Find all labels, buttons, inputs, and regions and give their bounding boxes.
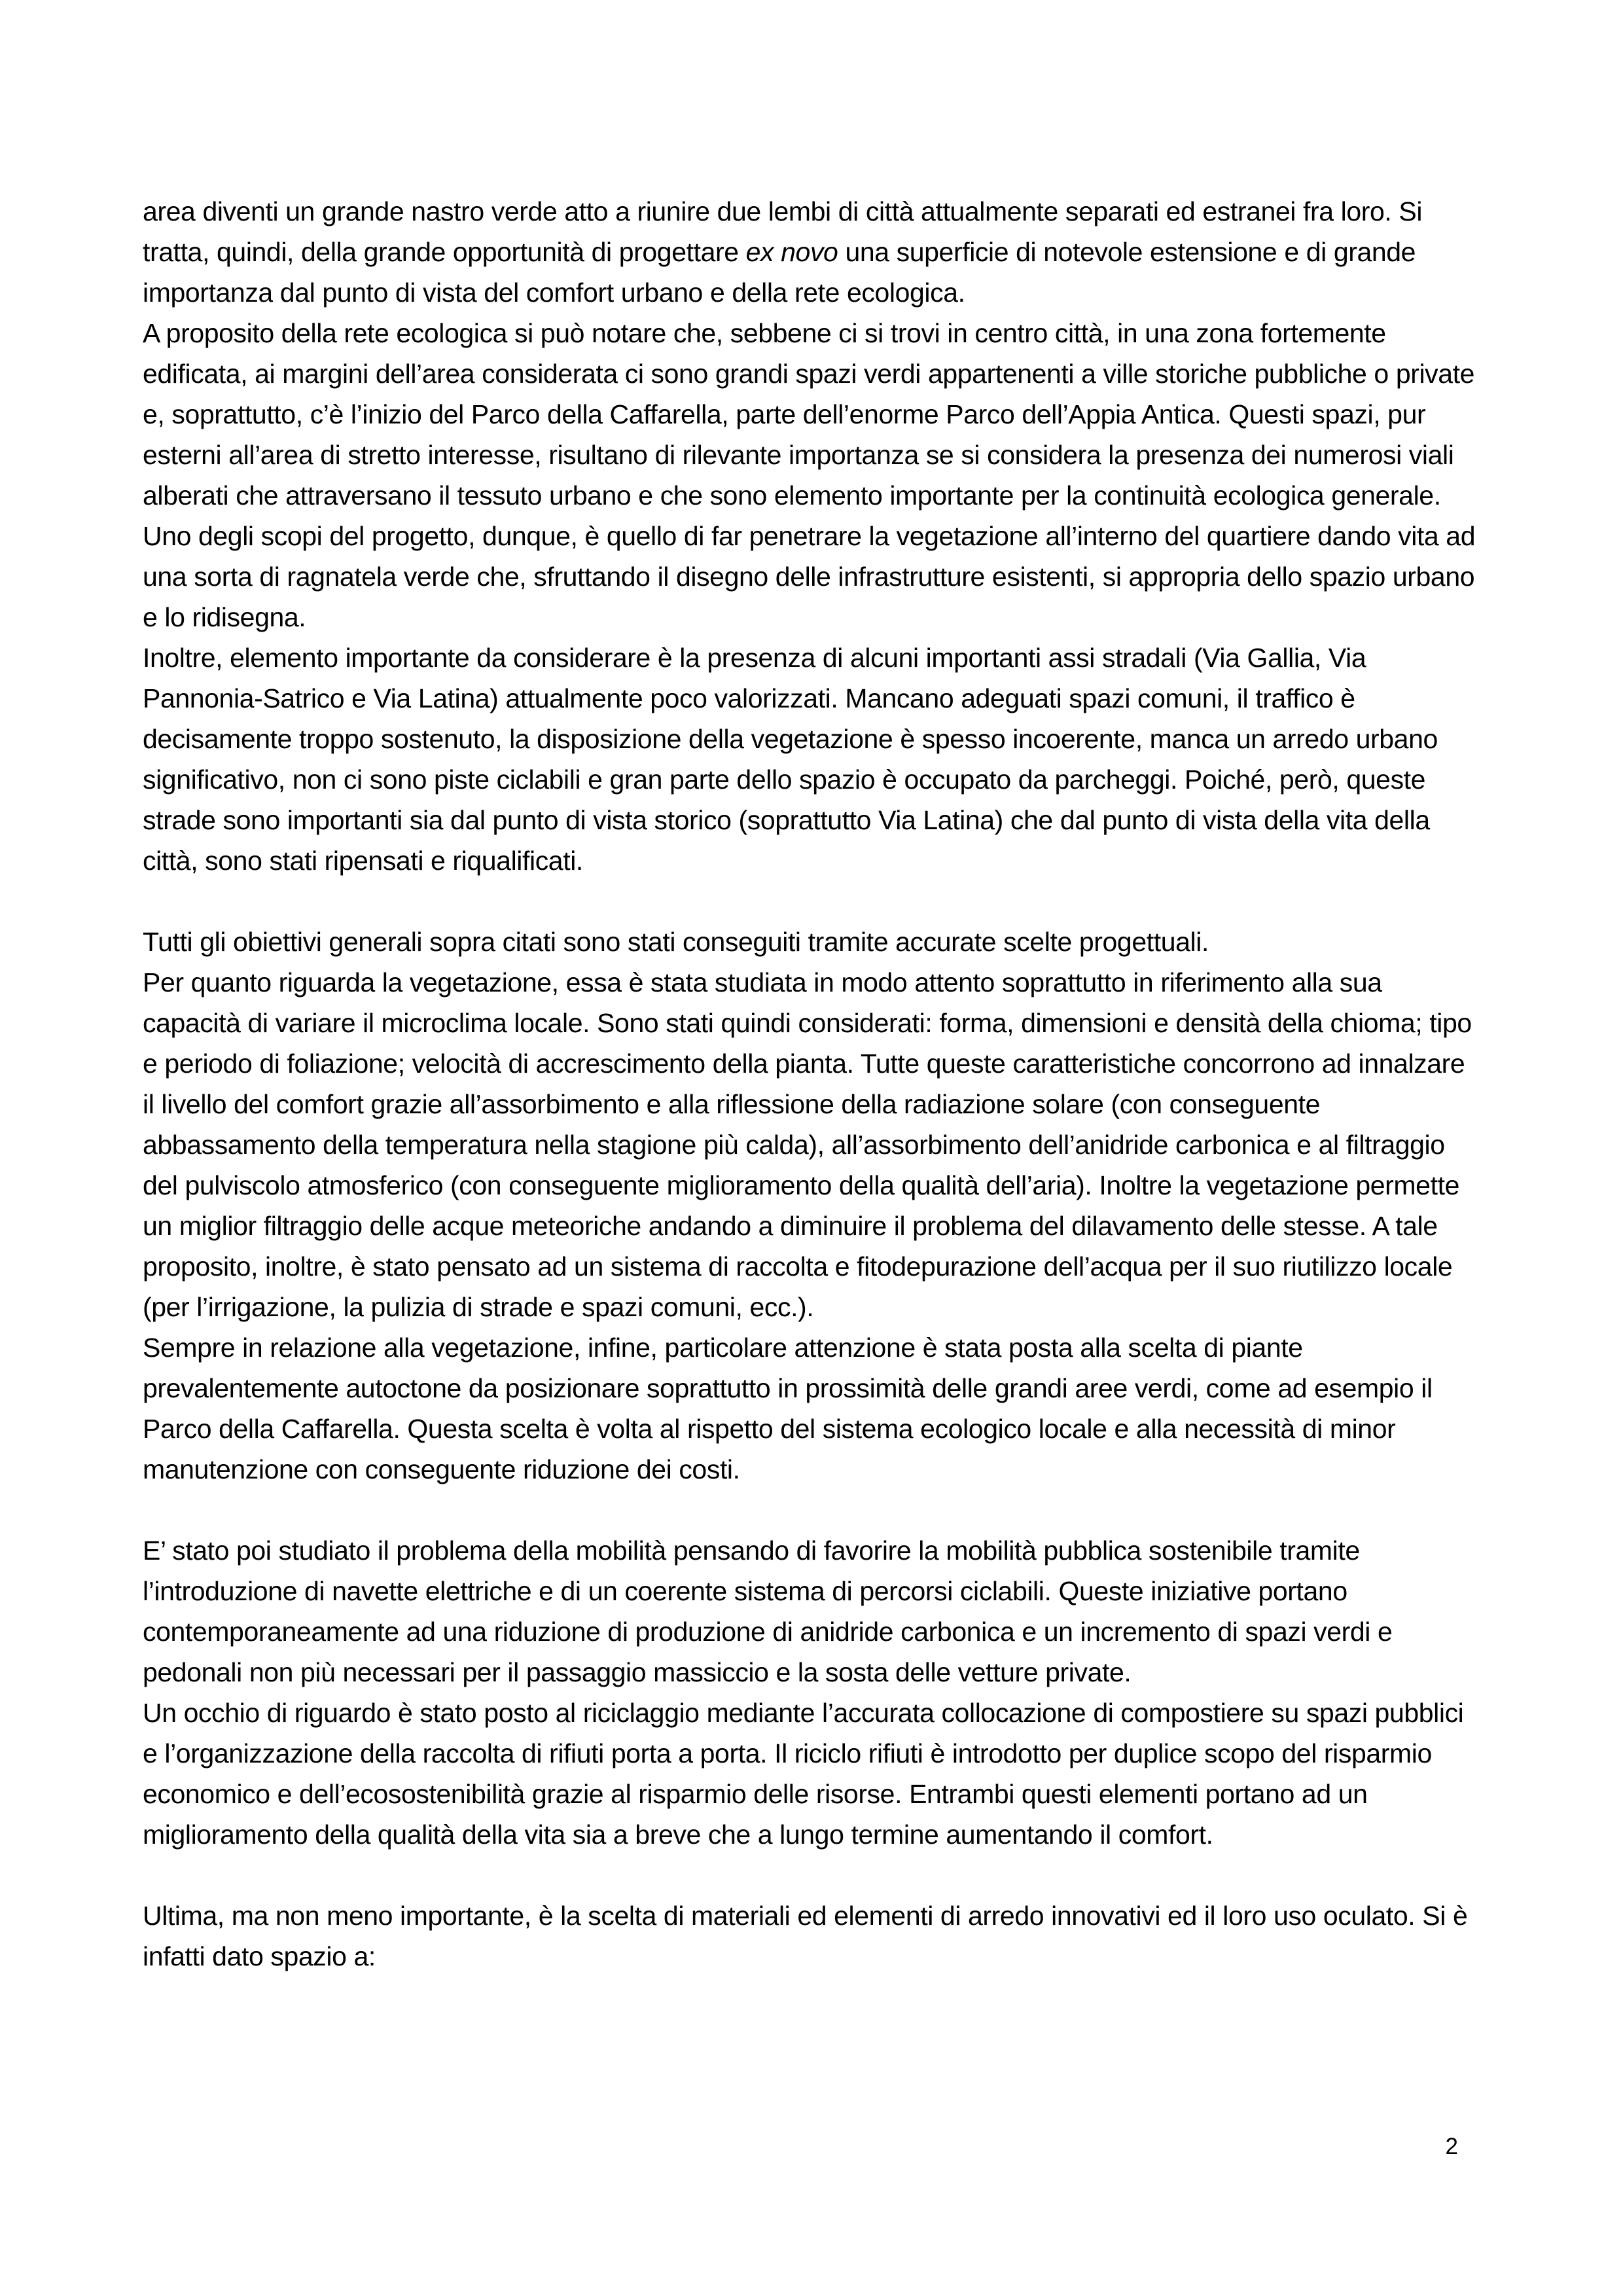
italic-phrase-ex-novo: ex novo bbox=[745, 237, 838, 267]
paragraph-1 bbox=[143, 191, 1482, 313]
paragraph-4: Inoltre, elemento importante da considerare è la presenza di alcuni importanti assi stradali (Via Gallia, Via Pannonia-Satrico e Via Latina) attualmente poco valorizzati. Mancano adeguati spazi comuni, il traffico è decisamente troppo sostenuto, la disposizione della vegetazione è spesso incoerente, manca un arredo urbano significativo, non ci sono piste ciclabili e gran parte dello spazio è occupato da parcheggi. Poiché, però, queste strade sono importanti sia dal punto di vista storico (soprattutto Via Latina) che dal punto di vista della vita della città, sono stati ripensati e riqualificati. bbox=[143, 643, 1438, 876]
paragraph-1-text-after: una superficie di notevole estensione e di grande importanza dal punto di vista del comfort urbano e della rete ecologica. bbox=[143, 237, 1416, 308]
document-body-text bbox=[143, 191, 1482, 1977]
paragraph-10: Ultima, ma non meno importante, è la scelta di materiali ed elementi di arredo innovativi ed il loro uso oculato. Si è infatti dato spazio a: bbox=[143, 1901, 1468, 1971]
paragraph-5: Tutti gli obiettivi generali sopra citati sono stati conseguiti tramite accurate scelte progettuali. bbox=[143, 927, 1209, 957]
blank-line-3 bbox=[143, 1855, 1482, 1895]
paragraph-2: A proposito della rete ecologica si può notare che, sebbene ci si trovi in centro città, in una zona fortemente edificata, ai margini dell’area considerata ci sono grandi spazi verdi appartenenti a ville storiche pubbliche o private e, soprattutto, c’è l’inizio del Parco della Caffarella, parte dell’enorme Parco dell’Appia Antica. Questi spazi, pur esterni all’area di stretto interesse, risultano di rilevante importanza se si considera la presenza dei numerosi viali alberati che attraversano il tessuto urbano e che sono elemento importante per la continuità ecologica generale. bbox=[143, 318, 1475, 511]
blank-line-2 bbox=[143, 1490, 1482, 1530]
paragraph-8: E’ stato poi studiato il problema della mobilità pensando di favorire la mobilità pubblica sostenibile tramite l’introduzione di navette elettriche e di un coerente sistema di percorsi ciclabili. Queste iniziative portano contemporaneamente ad una riduzione di produzione di anidride carbonica e un incremento di spazi verdi e pedonali non più necessari per il passaggio massiccio e la sosta delle vetture private. bbox=[143, 1535, 1393, 1687]
page-number: 2 bbox=[1445, 2134, 1458, 2159]
paragraph-7: Sempre in relazione alla vegetazione, infine, particolare attenzione è stata posta alla scelta di piante prevalentemente autoctone da posizionare soprattutto in prossimità delle grandi aree verdi, come ad esempio il Parco della Caffarella. Questa scelta è volta al rispetto del sistema ecologico locale e alla necessità di minor manutenzione con conseguente riduzione dei costi. bbox=[143, 1333, 1433, 1484]
blank-line-1 bbox=[143, 881, 1482, 922]
paragraph-3: Uno degli scopi del progetto, dunque, è quello di far penetrare la vegetazione all’interno del quartiere dando vita ad una sorta di ragnatela verde che, sfruttando il disegno delle infrastrutture esistenti, si appropria dello spazio urbano e lo ridisegna. bbox=[143, 521, 1476, 632]
paragraph-9: Un occhio di riguardo è stato posto al riciclaggio mediante l’accurata collocazione di compostiere su spazi pubblici e l’organizzazione della raccolta di rifiuti porta a porta. Il riciclo rifiuti è introdotto per duplice scopo del risparmio economico e dell’ecosostenibilità grazie al risparmio delle risorse. Entrambi questi elementi portano ad un miglioramento della qualità della vita sia a breve che a lungo termine aumentando il comfort. bbox=[143, 1698, 1464, 1850]
paragraph-6: Per quanto riguarda la vegetazione, essa è stata studiata in modo attento soprattutto in riferimento alla sua capacità di variare il microclima locale. Sono stati quindi considerati: forma, dimensioni e densità della chioma; tipo e periodo di foliazione; velocità di accrescimento della pianta. Tutte queste caratteristiche concorrono ad innalzare il livello del comfort grazie all’assorbimento e alla riflessione della radiazione solare (con conseguente abbassamento della temperatura nella stagione più calda), all’assorbimento dell’anidride carbonica e al filtraggio del pulviscolo atmosferico (con conseguente miglioramento della qualità dell’aria). Inoltre la vegetazione permette un miglior filtraggio delle acque meteoriche andando a diminuire il problema del dilavamento delle stesse. A tale proposito, inoltre, è stato pensato ad un sistema di raccolta e fitodepurazione dell’acqua per il suo riutilizzo locale (per l’irrigazione, la pulizia di strade e spazi comuni, ecc.). bbox=[143, 967, 1472, 1322]
paragraph-1-text-before: area diventi un grande nastro verde atto a riunire due lembi di città attualmente separati ed estranei fra loro. Si tratta, quindi, della grande opportunità di progettare bbox=[143, 196, 1423, 267]
